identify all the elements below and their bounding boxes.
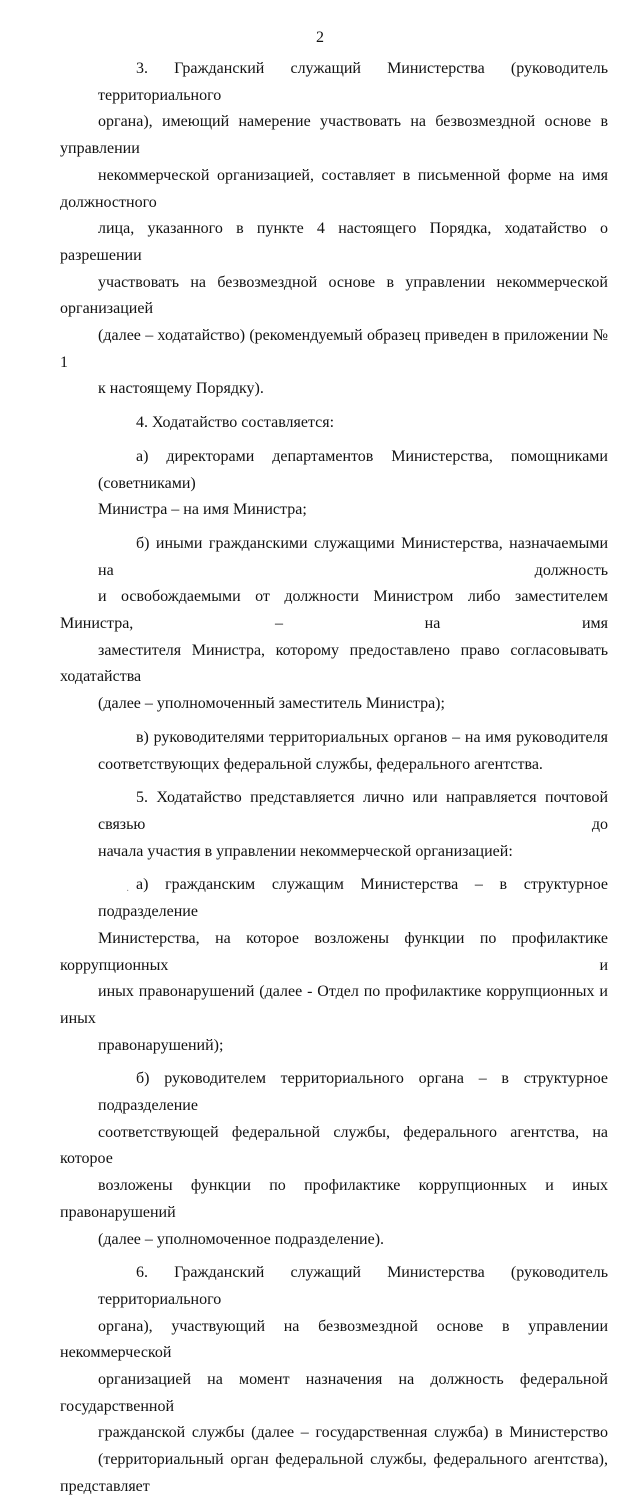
text-line: соответствующей федеральной службы, федерального агентства, на которое [60, 1123, 608, 1168]
text-line: а) директорами департаментов Министерства, помощниками (советниками) [98, 447, 608, 492]
text-line: Министерства, на которое возложены функции по профилактике коррупционных и [60, 929, 608, 974]
page-number: 2 [316, 29, 324, 46]
paragraph-5b [60, 1066, 608, 1253]
paragraph-3 [60, 56, 608, 403]
text-line: возложены функции по профилактике коррупционных и иных правонарушений [60, 1177, 608, 1221]
text-line: а) гражданским служащим Министерства – в структурное подразделение [98, 876, 608, 921]
text-line: соответствующих федеральной службы, федерального агентства. [98, 755, 543, 773]
paragraph-5a [60, 872, 608, 1059]
text-line: б) руководителем территориального органа – в структурное подразделение [98, 1070, 608, 1115]
text-line: 3. Гражданский служащий Министерства (руководитель территориального [98, 60, 608, 104]
text-line: начала участия в управлении некоммерческой организацией: [98, 842, 513, 860]
text-line: 5. Ходатайство представляется лично или направляется почтовой связью до [98, 789, 608, 833]
text-line: и освобождаемыми от должности Министром либо заместителем Министра, – на имя [60, 588, 608, 633]
text-line: органа), имеющий намерение участвовать на безвозмездной основе в управлении [60, 113, 608, 158]
scan-artifact-dot: · [126, 886, 130, 897]
paragraph-6 [60, 1260, 608, 1500]
text-line: (далее – ходатайство) (рекомендуемый образец приведен в приложении № 1 [60, 327, 608, 371]
text-line: организацией на момент назначения на должность федеральной государственной [60, 1371, 608, 1415]
text-line: заместителя Министра, которому предоставлено право согласовывать ходатайства [60, 641, 608, 686]
paragraph-4b [60, 531, 608, 718]
document-body [60, 56, 608, 1501]
paragraph-4 [60, 410, 608, 437]
text-line: некоммерческой организацией, составляет в письменной форме на имя должностного [60, 166, 608, 211]
text-line: гражданской службы (далее – государственная служба) в Министерство [98, 1424, 608, 1442]
paragraph-5 [60, 785, 608, 865]
text-line: Министра – на имя Министра; [98, 501, 307, 519]
text-line: 6. Гражданский служащий Министерства (руководитель территориального [98, 1264, 608, 1308]
text-line: лица, указанного в пункте 4 настоящего Порядка, ходатайство о разрешении [60, 220, 608, 264]
paragraph-4c [60, 725, 608, 778]
paragraph-4a [60, 444, 608, 524]
text-line: участвовать на безвозмездной основе в управлении некоммерческой организацией [60, 273, 608, 318]
text-line: к настоящему Порядку). [98, 380, 264, 398]
text-line: правонарушений); [98, 1036, 224, 1054]
text-line: (территориальный орган федеральной службы, федерального агентства), представляет [60, 1451, 608, 1495]
text-line: в) руководителями территориальных органов – на имя руководителя [136, 728, 608, 746]
text-line: (далее – уполномоченное подразделение). [98, 1230, 385, 1248]
text-line: (далее – уполномоченный заместитель Министра); [98, 695, 445, 713]
text-line: органа), участвующий на безвозмездной основе в управлении некоммерческой [60, 1317, 608, 1362]
text-line: б) иными гражданскими служащими Министерства, назначаемыми на должность [98, 534, 608, 579]
text-line: 4. Ходатайство составляется: [136, 414, 335, 432]
text-line: иных правонарушений (далее - Отдел по профилактике коррупционных и иных [60, 983, 608, 1027]
